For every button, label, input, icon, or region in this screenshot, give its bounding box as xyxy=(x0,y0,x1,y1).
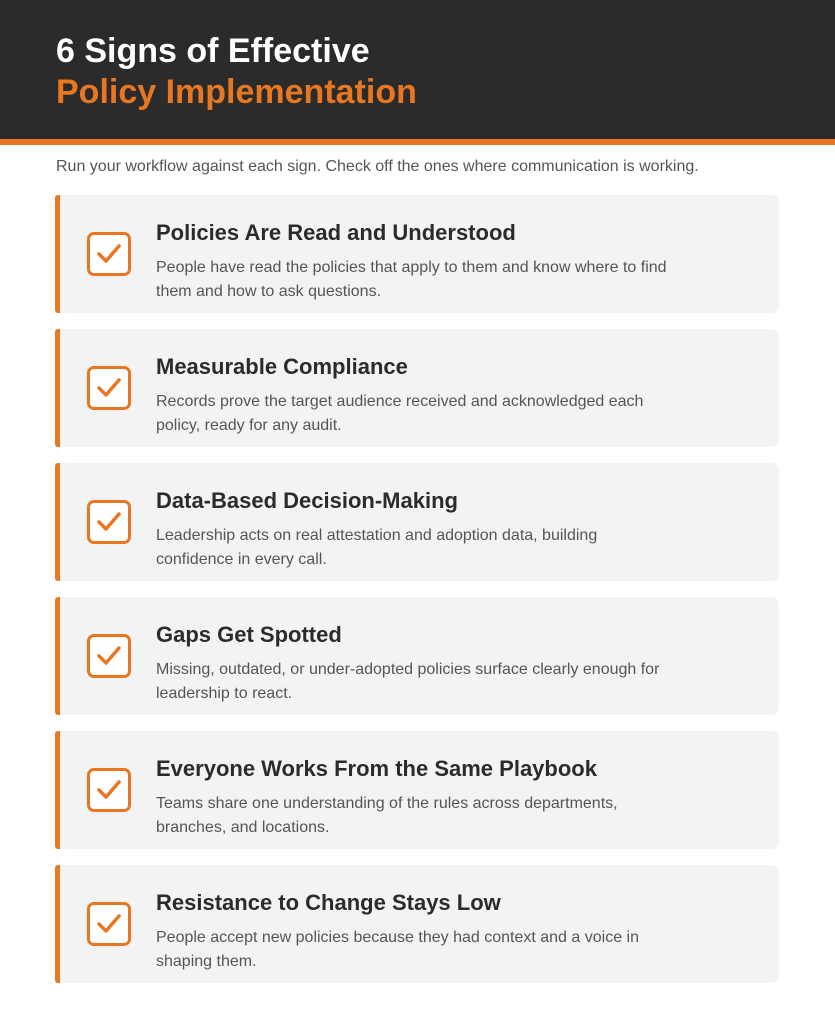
sign-title: Resistance to Change Stays Low xyxy=(156,890,501,915)
sign-description: People accept new policies because they had context and a voice in shaping them. xyxy=(156,929,639,970)
sign-card-5 xyxy=(55,731,779,849)
checkbox-checked-icon[interactable] xyxy=(87,902,131,946)
sign-description: Leadership acts on real attestation and adoption data, building confidence in every call. xyxy=(156,527,598,568)
sign-card-2 xyxy=(55,329,779,447)
sign-title: Data-Based Decision-Making xyxy=(156,488,458,513)
checkbox-checked-icon[interactable] xyxy=(87,634,131,678)
checkbox-checked-icon[interactable] xyxy=(87,366,131,410)
sign-title: Gaps Get Spotted xyxy=(156,622,342,647)
page-title-line-2: Policy Implementation xyxy=(56,73,417,111)
checkbox-checked-icon[interactable] xyxy=(87,768,131,812)
sign-description: Records prove the target audience received and acknowledged each policy, ready for any audit. xyxy=(156,393,644,434)
sign-description: Teams share one understanding of the rules across departments, branches, and locations. xyxy=(156,795,618,836)
sign-card-3 xyxy=(55,463,779,581)
sign-description: People have read the policies that apply to them and know where to find them and how to ask questions. xyxy=(156,259,667,300)
sign-title: Everyone Works From the Same Playbook xyxy=(156,756,597,781)
sign-card-1 xyxy=(55,195,779,313)
sign-description: Missing, outdated, or under-adopted policies surface clearly enough for leadership to react. xyxy=(156,661,660,702)
sign-title: Policies Are Read and Understood xyxy=(156,220,516,245)
checkbox-checked-icon[interactable] xyxy=(87,500,131,544)
checkbox-checked-icon[interactable] xyxy=(87,232,131,276)
intro-text: Run your workflow against each sign. Check off the ones where communication is working. xyxy=(56,158,699,175)
header-banner xyxy=(0,0,835,139)
sign-title: Measurable Compliance xyxy=(156,354,408,379)
header-accent-rule xyxy=(0,139,835,145)
page-title-line-1: 6 Signs of Effective xyxy=(56,32,370,70)
sign-card-4 xyxy=(55,597,779,715)
signs-list xyxy=(55,195,779,999)
sign-card-6 xyxy=(55,865,779,983)
